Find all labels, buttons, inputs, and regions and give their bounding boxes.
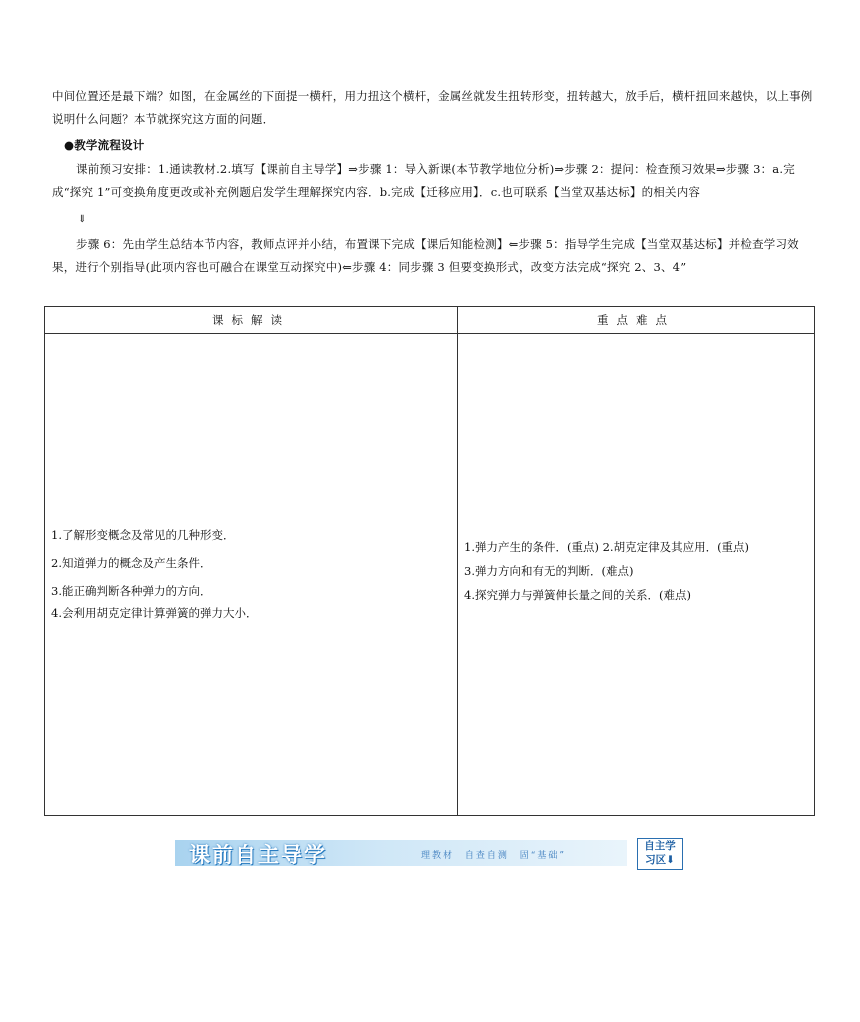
list-item: 1.了解形变概念及常见的几种形变． <box>51 528 235 542</box>
header-curriculum: 课标解读 <box>45 307 458 334</box>
flow-down-arrow: ⇓ <box>78 214 87 225</box>
banner-subtitle: 理教材 自查自测 固“基础” <box>421 851 566 861</box>
list-item: 1.弹力产生的条件．(重点) 2.胡克定律及其应用．(重点) <box>464 540 750 554</box>
key-points-list <box>464 538 749 610</box>
banner-badge <box>637 838 683 870</box>
list-item: 3.弹力方向和有无的判断．(难点) <box>464 564 634 578</box>
table-header-row <box>45 307 815 334</box>
banner-badge-line-2: 习区⬇ <box>645 854 675 866</box>
banner-badge-line-1: 自主学 <box>644 840 676 852</box>
table-body-row <box>45 334 815 816</box>
objectives-table <box>44 306 815 816</box>
list-item: 4.会利用胡克定律计算弹簧的弹力大小． <box>51 606 258 620</box>
curriculum-list <box>51 526 257 632</box>
list-item: 4.探究弹力与弹簧伸长量之间的关系．(难点) <box>464 588 691 602</box>
key-points-cell <box>458 334 815 816</box>
list-item: 2.知道弹力的概念及产生条件． <box>51 556 212 570</box>
header-key-points: 重点难点 <box>458 307 815 334</box>
banner-title: 课前自主导学 <box>189 842 327 867</box>
flow-heading: ●教学流程设计 <box>64 138 145 152</box>
intro-paragraph: 中间位置还是最下端？如图，在金属丝的下面提一横杆，用力扭这个横杆，金属丝就发生扭转形变，扭转越大，放手后，横杆扭回来越快，以上事例说明什么问题？本节就探究这方面的问题． <box>52 89 813 126</box>
list-item: 3.能正确判断各种弹力的方向． <box>51 584 212 598</box>
flow-line-2: 步骤 6：先由学生总结本节内容，教师点评并小结，布置课下完成【课后知能检测】⇐步骤 5：指导学生完成【当堂双基达标】并检查学习效果，进行个别指导(此项内容也可融合在课堂互动探究中)⇐步骤 4：同步骤 3 但要变换形式，改变方法完成“探究 2、3、4” <box>52 237 799 274</box>
section-banner <box>175 836 685 870</box>
flow-line-1: 课前预习安排：1.通读教材.2.填写【课前自主导学】⇒步骤 1：导入新课(本节教学地位分析)⇒步骤 2：提问：检查预习效果⇒步骤 3：a.完成“探究 1”可变换角度更改或补充例题启发学生理解探究内容．b.完成【迁移应用】．c.也可联系【当堂双基达标】的相关内容 <box>52 162 795 199</box>
curriculum-cell <box>45 334 458 816</box>
